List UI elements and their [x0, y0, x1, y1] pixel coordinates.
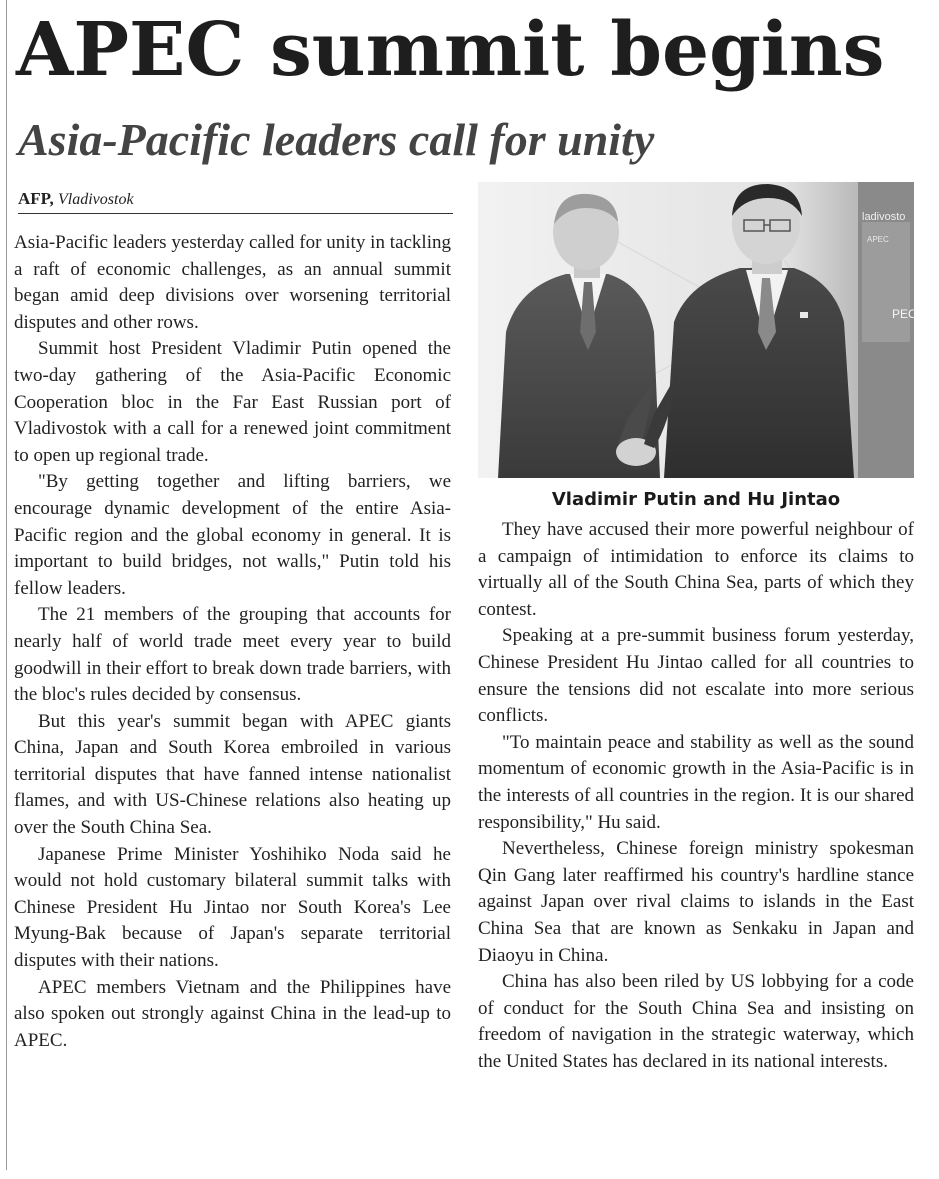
column-rule [6, 0, 7, 1170]
article-paragraph: Nevertheless, Chinese foreign ministry spokesman Qin Gang later reaffirmed his country's hardline stance against Japan over rival claims to islands in the East China Sea that are known as Senkaku in Japan and Diaoyu in China. [478, 838, 914, 966]
backdrop-text: APEC [867, 235, 889, 244]
byline-divider [18, 213, 453, 214]
article-paragraph: They have accused their more powerful neighbour of a campaign of intimidation to enforce its claims to virtually all of the South China Sea, parts of which they contest. [478, 519, 914, 620]
byline-location: Vladivostok [58, 191, 134, 208]
article-paragraph: The 21 members of the grouping that accounts for nearly half of world trade meet every year to build goodwill in their effort to break down trade barriers, with the bloc's rules decided by consensus. [14, 604, 451, 706]
photo-caption: Vladimir Putin and Hu Jintao [551, 489, 841, 510]
article-right-column [478, 517, 914, 1075]
article-paragraph: Japanese Prime Minister Yoshihiko Noda said he would not hold customary bilateral summit talks with Chinese President Hu Jintao nor South Korea's Lee Myung-Bak because of Japan's separate territorial disputes with their nations. [14, 843, 451, 972]
backdrop-text: PEC [892, 307, 917, 321]
backdrop-text: ladivosto [862, 211, 906, 223]
subheadline: Asia-Pacific leaders call for unity [18, 114, 655, 165]
leaders-handshake-photo [478, 182, 917, 478]
article-paragraph: "To maintain peace and stability as well as the sound momentum of economic growth in the Asia-Pacific is in the interests of all countries in the region. It is our shared responsibility," Hu said. [478, 731, 914, 833]
byline-agency: AFP, [18, 189, 54, 208]
byline [18, 187, 450, 212]
article-paragraph: But this year's summit began with APEC giants China, Japan and South Korea embroiled in various territorial disputes that have fanned intense nationalist flames, and with US-Chinese relations also heating up over the South China Sea. [14, 710, 451, 839]
article-paragraph: China has also been riled by US lobbying for a code of conduct for the South China Sea and insisting on freedom of navigation in the strategic waterway, which the United States has declared in its national interests. [478, 971, 914, 1072]
article-paragraph: Asia-Pacific leaders yesterday called for unity in tackling a raft of economic challenges, as an annual summit began amid deep divisions over worsening territorial disputes and other rows. [14, 232, 451, 333]
news-photo [478, 182, 917, 478]
article-paragraph: APEC members Vietnam and the Philippines have also spoken out strongly against China in the lead-up to APEC. [14, 976, 451, 1051]
article-paragraph: "By getting together and lifting barriers, we encourage dynamic development of the entire Asia-Pacific region and the global economy in general. It is important to build bridges, not walls," Putin told his fellow leaders. [14, 471, 451, 599]
article-paragraph: Summit host President Vladimir Putin opened the two-day gathering of the Asia-Pacific Economic Cooperation bloc in the Far East Russian port of Vladivostok with a call for a renewed joint commitment to open up regional trade. [14, 338, 451, 466]
headline: APEC summit begins [16, 7, 885, 93]
article-paragraph: Speaking at a pre-summit business forum yesterday, Chinese President Hu Jintao called for all countries to ensure the tensions did not escalate into more serious conflicts. [478, 625, 914, 727]
article-left-column [14, 230, 451, 1054]
